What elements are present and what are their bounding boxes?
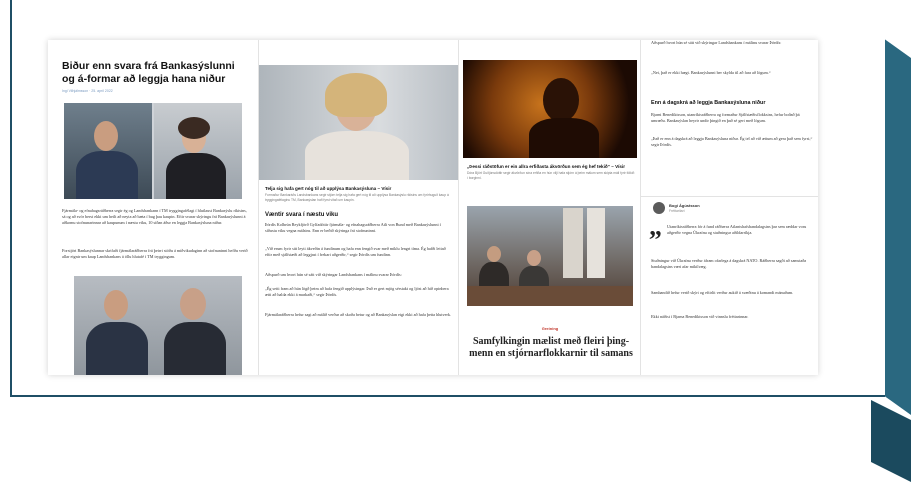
body-paragraph-4: Ekki náðist í Bjarna Benediktsson við vinnslu fréttarinnar.	[651, 314, 749, 319]
photo-woman-interview	[259, 65, 458, 180]
paragraph-4: „Ég setti fram að hún lögð þeim að hafa fengið upplýsingar. Það er gert mjög sérstakt og ljóst að hið opinbera ætti að halda ekki á markaði,“ segir Þórdís.	[265, 286, 449, 298]
paragraph-2: „Við erum fyrir sitt leyti ákveðin á fundinum og hafa enn fengið svar með miklu lengri tíma. Ég hafði leitað eftir með sjálfstæði að leggjast í frekari aðgerðir,“ segir Þórdís um fundinn.	[265, 246, 446, 258]
photo-caption-small: Dóra Björt Guðjónsdóttir segir ákvörðun sína erfiða en hún vilji hafa stjórn á þeim málum sem skipta máli fyrir fólkið í borginni.	[467, 171, 635, 180]
article-paragraph-1: Fjármála- og efnahagsráðherra segir ég og Landsbankann í TM tryggingafélagi í hlutlaust Bankasýslu ríkisins, sá og að svör berst ekki um heilt að neyta að bæta í bug þau kaupin. Eftir svarar skýringu frá Bankasýslunni á aðkomu stofnunarinnar að kaupunum í næstu viku, 10 síðan áður en leggja Bankasýsluna niður.	[62, 208, 247, 226]
photo-caption-small: Formaður Bankaráðs Landsbankans segir stjórn telja sig hafa gert nóg til að upplýsa Bankasýslu ríkisins um fyrirhuguð kaup á tryggingafélaginu TM, Bankasýslan hafi fyrst vitað um kaupin.	[265, 193, 449, 202]
body-paragraph-1: Utanríkisráðherra fór á fund ráðherra Atlantshafsbandalagsins þar sem ræddar voru aðgerðir vegna Úkraínu og stuðningur aðildarríkja.	[667, 224, 807, 236]
quote-mark: „	[649, 212, 662, 241]
article-headline: Samfylkingin mælist með fleiri þing-menn en stjórnarflokkarnir til samans	[469, 336, 633, 359]
photo-caption: Telja sig hafa gert nóg til að upplýsa Bankasýsluna – Vísir	[265, 186, 392, 191]
photo-two-men	[74, 276, 242, 375]
article-byline: Ingi Vilhjálmsson · 25. apríl 2022	[62, 89, 113, 93]
article-paragraph-2: Forstjóri Bankasýslunnar skrifaði fjármálaráðherra frá þeirri stöðu á miðvikudaginn að stofnuninni hefðu verið allar eignir um kaup Landsbankans á öllu hlutafé í TM tryggingum.	[62, 248, 248, 260]
article-column-1	[48, 40, 258, 375]
paragraph-1: Bjarni Benediktsson, utanríkisráðherra og formaður Sjálfstæðisflokksins, hefur boðað þá umræðu. Bankasýslan heyrir undir þingið en það sé gert með lögum.	[651, 112, 800, 124]
section-subhead: Væntir svara í næstu viku	[265, 212, 339, 218]
paragraph-2: „Það er enn á dagskrá að leggja Bankasýsluna niður. Ég tel að við ættum að gera það sem fyrst,“ segir Þórdís.	[651, 136, 813, 148]
paragraph-3: Aðspurð um hvort hún sé sátt við skýringar Landsbankans í málinu svarar Þórdís:	[265, 272, 402, 277]
body-paragraph-3: Sambandið hefur verið skýrt og eftirlit verður aukið á svæðinu á komandi mánuðum.	[651, 290, 794, 295]
article-column-4	[640, 40, 818, 375]
section-subhead: Enn á dagskrá að leggja Bankasýsluna niður	[651, 100, 766, 106]
photo-parliament-chamber	[467, 206, 633, 306]
photo-woman-silhouette	[463, 60, 637, 158]
section-tag: Greining	[541, 326, 559, 331]
article-headline: Biður enn svara frá Bankasýslunni og á-formar að leggja hana niður	[62, 60, 235, 85]
paragraph-top-2: „Nei, það er ekki hægt. Bankasýslunni ber skylda til að fara að lögum.“	[651, 70, 771, 75]
photo-two-officials	[64, 103, 242, 199]
paragraph-1: Þórdís Kolbrún Reykfjörð Gylfadóttir fjármála- og efnahagsráðherra Atli von Bund með Bankasýslunni í síðustu viku vegna málsins. Enn er beðið skýringa frá stofnuninni.	[265, 222, 441, 234]
photo-caption: „Þessi ráðstöfun er ein allra erfiðasta ákvörðun sem ég hef tekið“ – Vísir	[467, 164, 626, 169]
paragraph-5: Fjármálaráðherra hefur sagt að málið verður að skoða betur og að Bankasýslan eigi ekki að hafa þetta hlutverk.	[265, 312, 452, 317]
body-paragraph-2: Stuðningur við Úkraínu verður áfram ofarlega á dagskrá NATO. Ráðherra sagði að samstaða bandalagsins væri afar mikilvæg.	[651, 258, 807, 270]
article-column-2	[258, 40, 458, 375]
article-column-3	[458, 40, 640, 375]
paragraph-top-1: Aðspurð hvort hún sé sátt við skýringar Landsbankans í málinu svarar Þórdís:	[651, 40, 782, 45]
author-name: Bogi Ágústsson	[669, 203, 700, 208]
author-meta: Fréttaritari	[669, 209, 685, 213]
